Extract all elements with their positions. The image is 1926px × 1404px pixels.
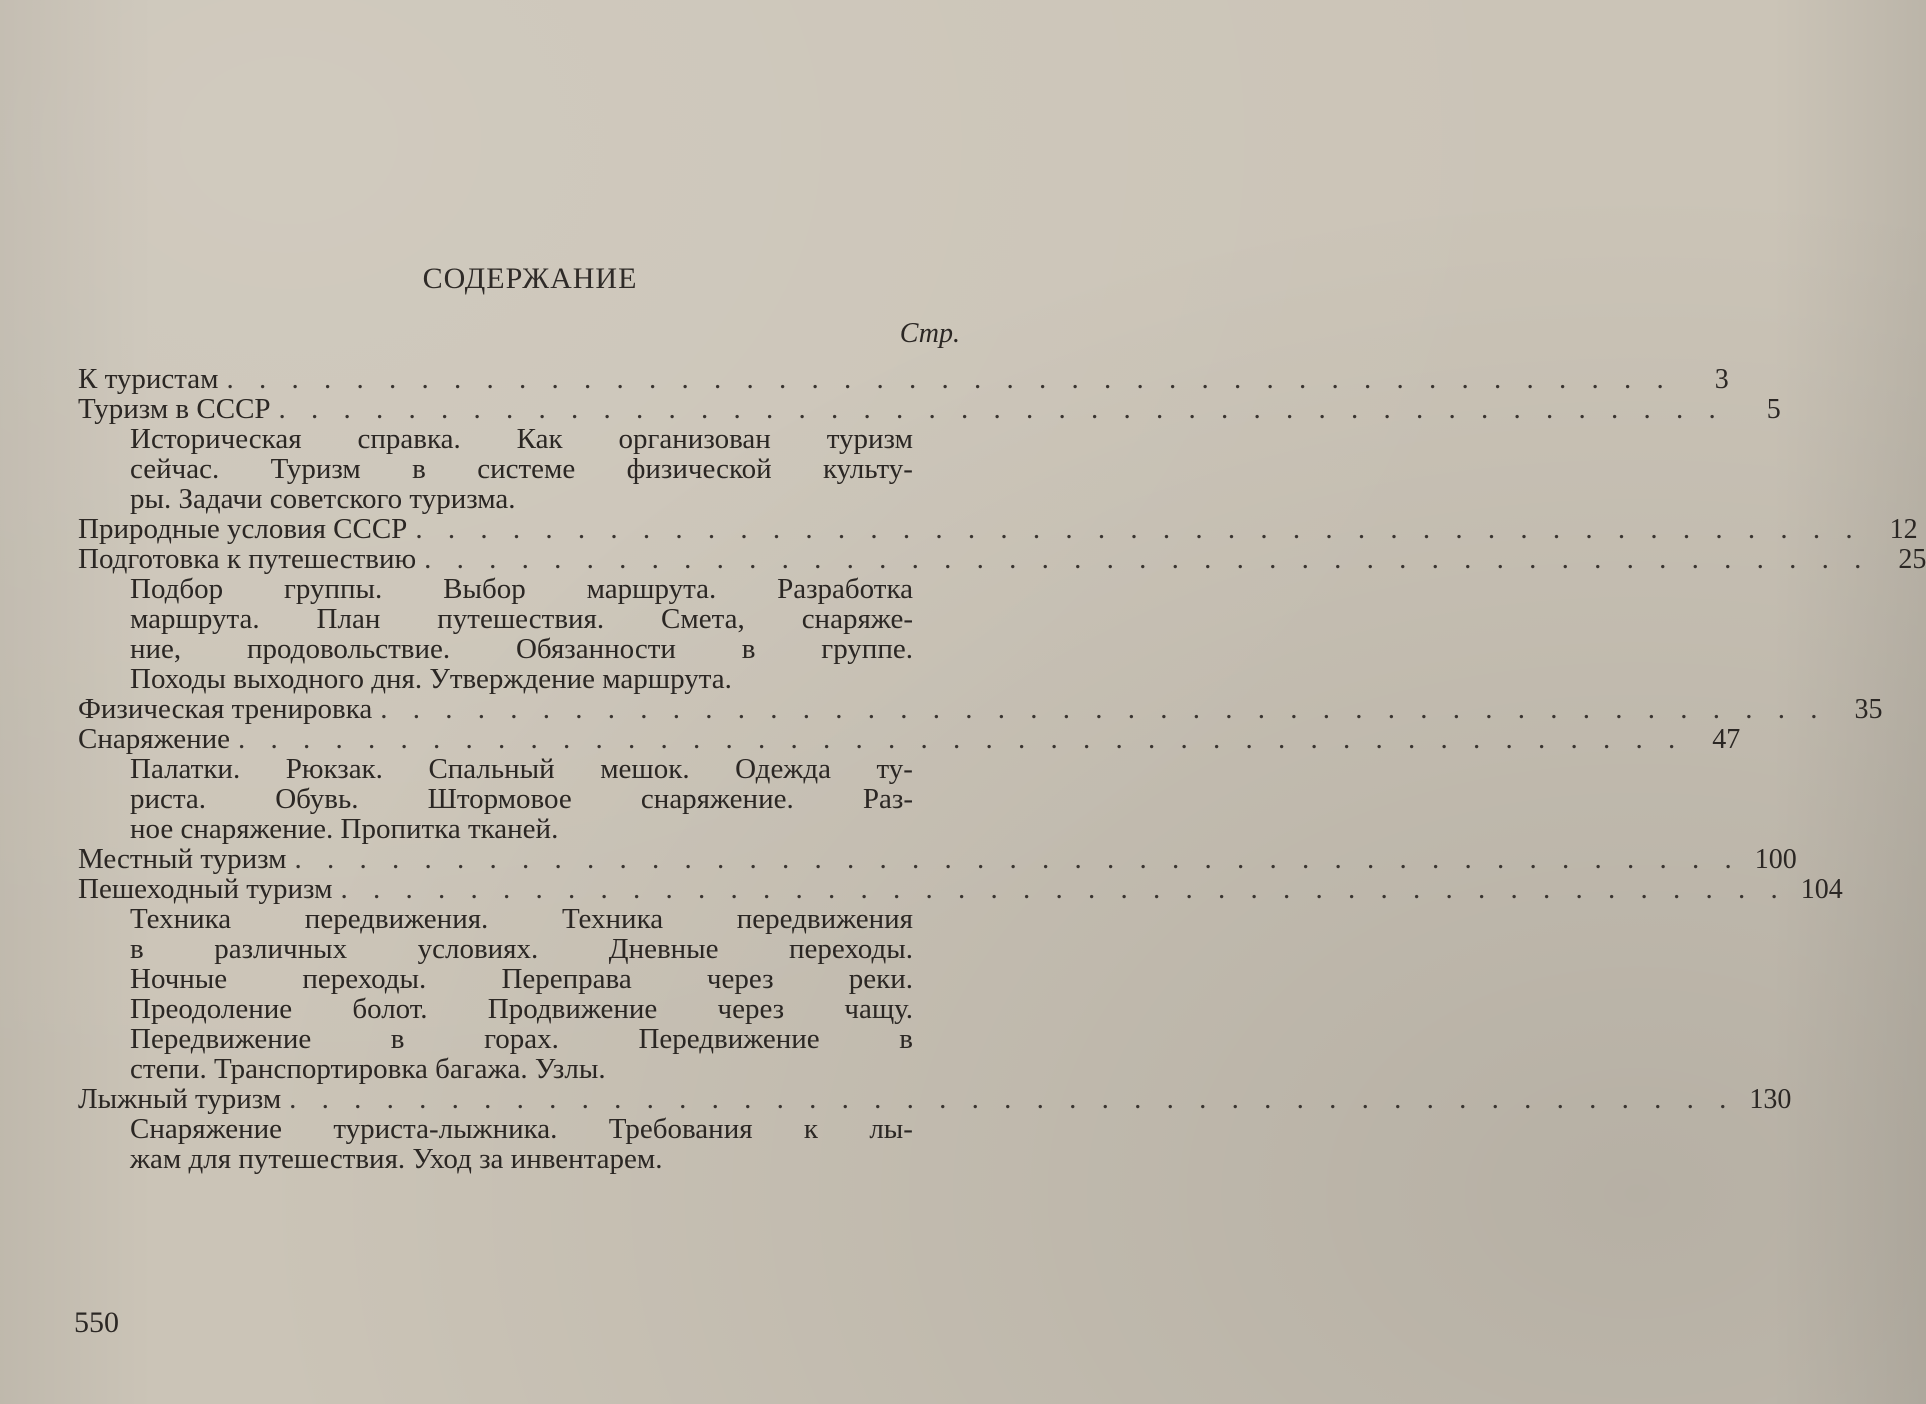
dot-leader: . . . . . . . . . . . . . . . . . . . . . . . . . . . . . . . . . . . . . . . . . . . . .	[289, 1083, 1736, 1115]
toc-entry-page: 35	[1854, 694, 1883, 725]
toc-entry	[78, 543, 1926, 575]
dot-leader: . . . . . . . . . . . . . . . . . . . . . . . . . . . . . . . . . . . . . . . . . . . . .	[380, 693, 1827, 725]
description-line: ры. Задачи советского туризма.	[130, 483, 516, 515]
toc-entry	[78, 393, 1781, 425]
description-line: Преодоление болот. Продвижение через чащу.	[130, 993, 913, 1025]
description-line: маршрута. План путешествия. Смета, снаряже-	[130, 603, 913, 635]
toc-entry-label: Снаряжение	[78, 723, 231, 755]
toc-entry-page: 12	[1889, 514, 1918, 545]
dot-leader: . . . . . . . . . . . . . . . . . . . . . . . . . . . . . . . . . . . . . . . . . . . . .	[278, 393, 1725, 425]
toc-entry-label: Подготовка к путешествию	[78, 543, 417, 575]
toc-entry	[78, 1083, 1792, 1115]
description-line: ние, продовольствие. Обязанности в группе.	[130, 633, 913, 665]
toc-entry-page: 25	[1898, 544, 1926, 575]
toc-entry-description	[78, 904, 983, 1084]
toc-entry	[78, 363, 1729, 395]
description-line: Ночные переходы. Переправа через реки.	[130, 963, 913, 995]
toc-entry	[78, 843, 1797, 875]
toc-entry-page: 100	[1754, 844, 1797, 875]
dot-leader: . . . . . . . . . . . . . . . . . . . . . . . . . . . . . . . . . . . . . . . . . . . . .	[238, 723, 1685, 755]
page-column-label: Стр.	[899, 318, 960, 349]
dot-leader: . . . . . . . . . . . . . . . . . . . . . . . . . . . . . . . . . . . . . . . . . . . . .	[415, 513, 1862, 545]
toc-entry-page: 5	[1766, 394, 1781, 425]
toc-entry-label: Туризм в СССР	[78, 393, 271, 425]
toc-entry	[78, 513, 1918, 545]
description-line: риста. Обувь. Штормовое снаряжение. Раз-	[130, 783, 913, 815]
description-line: Походы выходного дня. Утверждение маршрута.	[130, 663, 732, 695]
toc-entry	[78, 693, 1883, 725]
toc-entry-label: Местный туризм	[78, 843, 287, 875]
toc-entry-page: 47	[1712, 724, 1741, 755]
toc-entry-label: Природные условия СССР	[78, 513, 408, 545]
dot-leader: . . . . . . . . . . . . . . . . . . . . . . . . . . . . . . . . . . . . . . . . . . . . .	[340, 873, 1787, 905]
toc-entry	[78, 723, 1741, 755]
description-line: степи. Транспортировка багажа. Узлы.	[130, 1053, 606, 1085]
dot-leader: . . . . . . . . . . . . . . . . . . . . . . . . . . . . . . . . . . . . . . . . . . . . .	[294, 843, 1741, 875]
toc-entry-description	[78, 1114, 983, 1174]
description-line: Историческая справка. Как организован туризм	[130, 423, 913, 455]
toc-entry-description	[78, 574, 983, 694]
toc-entry	[78, 873, 1843, 905]
description-line: сейчас. Туризм в системе физической культу-	[130, 453, 913, 485]
page-number: 550	[74, 1306, 119, 1339]
description-line: ное снаряжение. Пропитка тканей.	[130, 813, 559, 845]
toc-entry-description	[78, 754, 983, 844]
page-title: СОДЕРЖАНИЕ	[422, 262, 638, 295]
description-line: Палатки. Рюкзак. Спальный мешок. Одежда ту-	[130, 753, 913, 785]
toc-entry-page: 104	[1800, 874, 1843, 905]
description-line: Подбор группы. Выбор маршрута. Разработка	[130, 573, 913, 605]
toc-entry-label: Лыжный туризм	[78, 1083, 282, 1115]
toc-entry-label: Пешеходный туризм	[78, 873, 333, 905]
description-line: Передвижение в горах. Передвижение в	[130, 1023, 913, 1055]
dot-leader: . . . . . . . . . . . . . . . . . . . . . . . . . . . . . . . . . . . . . . . . . . . . .	[424, 543, 1871, 575]
toc-entry-page: 3	[1714, 364, 1729, 395]
table-of-contents	[78, 363, 1926, 1175]
toc-entry-label: К туристам	[78, 363, 219, 395]
dot-leader: . . . . . . . . . . . . . . . . . . . . . . . . . . . . . . . . . . . . . . . . . . . . .	[226, 363, 1673, 395]
description-line: в различных условиях. Дневные переходы.	[130, 933, 913, 965]
description-line: жам для путешествия. Уход за инвентарем.	[130, 1143, 663, 1175]
toc-entry-description	[78, 424, 983, 514]
toc-entry-label: Физическая тренировка	[78, 693, 373, 725]
toc-entry-page: 130	[1749, 1084, 1792, 1115]
description-line: Техника передвижения. Техника передвижения	[130, 903, 913, 935]
description-line: Снаряжение туриста-лыжника. Требования к лы-	[130, 1113, 913, 1145]
